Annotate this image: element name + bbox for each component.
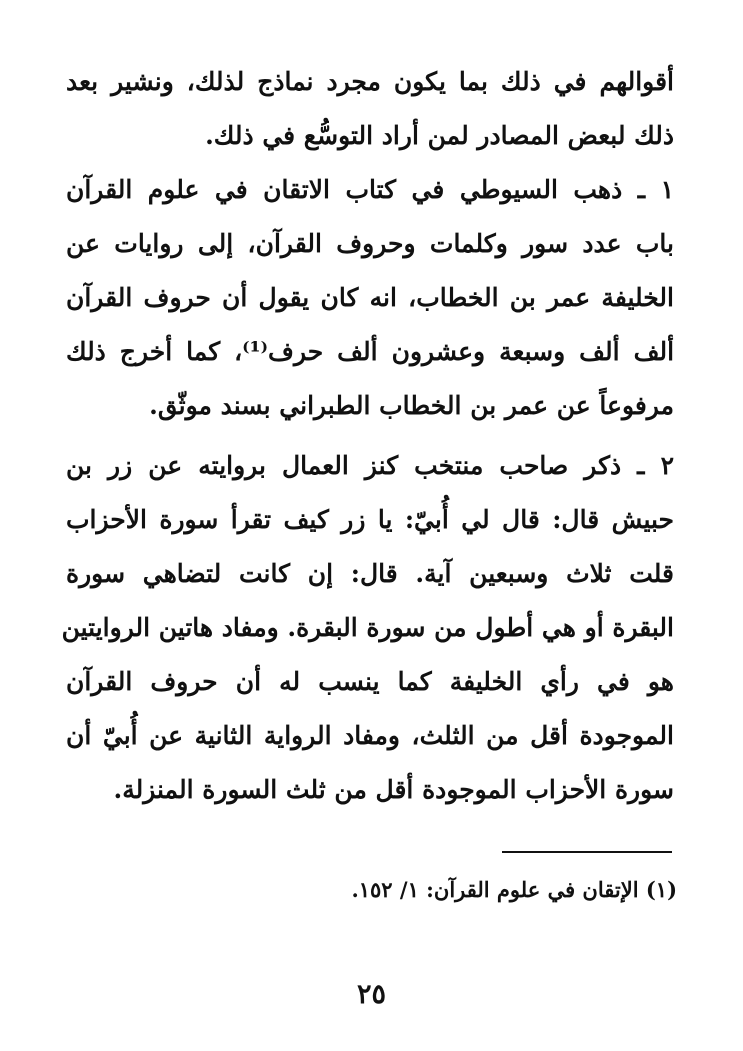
text-line: ٢ ـ ذكر صاحب منتخب كنز العمال بروايته عن زر بن [66, 451, 674, 480]
text-line: مرفوعاً عن عمر بن الخطاب الطبراني بسند موثّق. [149, 391, 674, 420]
footnote-divider [502, 851, 672, 853]
paragraph-intro [66, 55, 674, 163]
footnote: (١) الإتقان في علوم القرآن: ١/ ١٥٢. [351, 877, 677, 902]
text-line: أقوالهم في ذلك بما يكون مجرد نماذج لذلك، ونشير بعد [66, 67, 674, 96]
text-line: الخليفة عمر بن الخطاب، انه كان يقول أن حروف القرآن [66, 283, 674, 312]
text-line: سورة الأحزاب الموجودة أقل من ثلث السورة المنزلة. [113, 775, 674, 804]
text-line: ألف ألف وسبعة وعشرون ألف حرف⁽¹⁾، كما أخرج ذلك [66, 337, 675, 366]
paragraph-item-2 [61, 439, 674, 817]
text-line: قلت ثلاث وسبعين آية. قال: إن كانت لتضاهي سورة [66, 559, 674, 588]
text-line: ١ ـ ذهب السيوطي في كتاب الاتقان في علوم القرآن [66, 175, 674, 204]
text-line: حبيش قال: قال لي أُبيّ: يا زر كيف تقرأ سورة الأحزاب [66, 505, 674, 534]
text-line: ذلك لبعض المصادر لمن أراد التوسُّع في ذلك. [205, 121, 674, 150]
text-line: الموجودة أقل من الثلث، ومفاد الرواية الثانية عن أُبيّ أن [66, 721, 674, 750]
text-line: باب عدد سور وكلمات وحروف القرآن، إلى روايات عن [66, 229, 674, 258]
text-line: البقرة أو هي أطول من سورة البقرة. ومفاد هاتين الروايتين [61, 613, 674, 642]
text-line: هو في رأي الخليفة كما ينسب له أن حروف القرآن [66, 667, 674, 696]
page-number: ٢٥ [356, 979, 386, 1010]
paragraph-item-1 [66, 163, 674, 433]
